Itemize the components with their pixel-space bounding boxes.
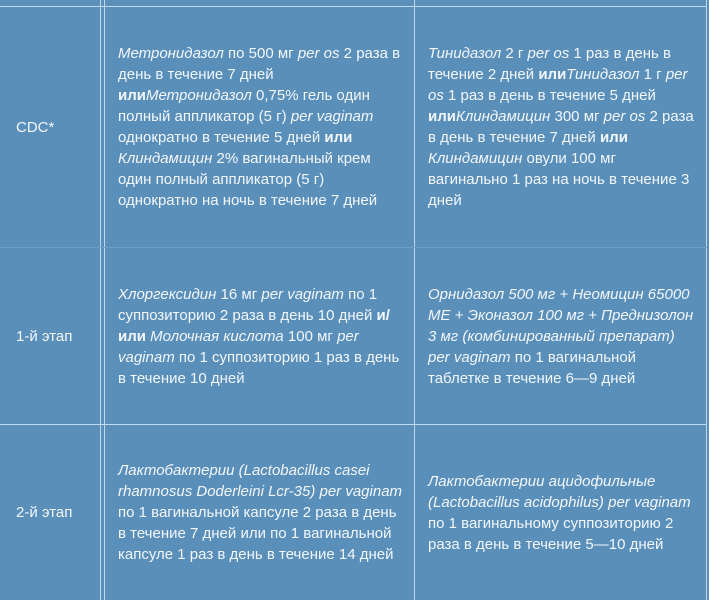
drug-name-text: per os bbox=[603, 108, 646, 125]
conjunction-text: или bbox=[428, 108, 456, 125]
drug-name-text: Метронидазол bbox=[118, 45, 224, 62]
dosage-text: 1 раз в день в течение 5 дней bbox=[443, 87, 656, 104]
cell-row1-col2 bbox=[414, 7, 706, 247]
drug-name-text: Хлоргексидин bbox=[118, 285, 217, 303]
dosage-text: 1 г bbox=[639, 66, 666, 83]
drug-name-text: Тинидазол bbox=[566, 66, 640, 83]
cell-row1-col1 bbox=[104, 7, 414, 247]
drug-name-text: per os bbox=[297, 45, 340, 62]
drug-name-text: Клиндамицин bbox=[455, 108, 551, 125]
cell-text bbox=[118, 284, 404, 389]
drug-name-text: Лактобактерии (Lactobacillus casei rhamnosus Doderleini Lcr-35) per vaginam bbox=[118, 462, 403, 500]
dosage-text: 2 раза в день в течение 7 дней bbox=[428, 108, 694, 146]
cell-row2-col2 bbox=[414, 248, 706, 424]
drug-name-text: Клиндамицин bbox=[118, 150, 213, 167]
cell-row3-col2 bbox=[414, 425, 706, 600]
row-label-stage-2 bbox=[0, 425, 100, 600]
dosage-text: 300 мг bbox=[550, 108, 604, 125]
dosage-text: 0,75% гель один полный аппликатор (5 г) bbox=[118, 87, 370, 125]
cell-row2-col1 bbox=[104, 248, 414, 424]
dosage-text: по 1 суппозиторию 1 раз в день в течение 10 дней bbox=[118, 348, 400, 387]
cell-text bbox=[428, 284, 696, 389]
drug-name-text: per os bbox=[527, 45, 570, 62]
dosage-text: 1 раз в день в течение 2 дней bbox=[428, 45, 671, 83]
dosage-text: по 1 суппозиторию 2 раза в день 10 дней bbox=[118, 285, 378, 324]
dosage-text: 100 мг bbox=[283, 327, 338, 345]
drug-name-text: Орнидазол 500 мг + Неомицин 65000 МЕ + Эконазол 100 мг + Преднизолон 3 мг (комбинированный препарат) per vaginam bbox=[428, 285, 694, 366]
row-label-cdc bbox=[0, 7, 100, 247]
drug-name-text: Метронидазол bbox=[145, 87, 252, 104]
drug-name-text: per vaginam bbox=[290, 108, 374, 125]
cell-text bbox=[428, 43, 696, 211]
dosage-text: 2% вагинальный крем один полный аппликатор (5 г) однократно на ночь в течение 7 дней bbox=[118, 150, 378, 209]
cell-text bbox=[118, 460, 404, 565]
dosage-text: по 500 мг bbox=[223, 45, 298, 62]
dosage-text: 2 г bbox=[501, 45, 528, 62]
drug-name-text: Лактобактерии ацидофильные (Lactobacillus acidophilus) per vaginam bbox=[428, 472, 691, 511]
column-border-right bbox=[706, 0, 707, 600]
conjunction-text: или bbox=[324, 129, 353, 146]
drug-name-text: per vaginam bbox=[118, 327, 359, 366]
conjunction-text: или bbox=[118, 87, 146, 104]
conjunction-text: или bbox=[538, 66, 567, 83]
cell-text bbox=[118, 43, 404, 211]
dosage-text: овули 100 мг вагинально 1 раз на ночь в течение 3 дней bbox=[428, 150, 690, 209]
conjunction-text: и/или bbox=[118, 306, 390, 345]
cell-text bbox=[428, 471, 696, 555]
column-border-left-a bbox=[100, 0, 101, 600]
dosage-text: по 1 вагинальному суппозиторию 2 раза в день в течение 5—10 дней bbox=[428, 514, 674, 553]
drug-name-text: Тинидазол bbox=[428, 45, 502, 62]
row-label-stage-1 bbox=[0, 248, 100, 424]
drug-name-text: per vaginam bbox=[261, 285, 344, 303]
drug-name-text: Клиндамицин bbox=[428, 150, 523, 167]
drug-name-text: per os bbox=[428, 66, 688, 104]
dosage-text: 2 раза в день в течение 7 дней bbox=[118, 45, 401, 83]
dosage-text: однократно в течение 5 дней bbox=[118, 129, 325, 146]
row-label-text: 2-й этап bbox=[16, 504, 73, 521]
conjunction-text: или bbox=[599, 129, 628, 146]
row-label-text: CDC* bbox=[16, 118, 55, 136]
row-label-text: 1-й этап bbox=[16, 327, 73, 345]
dosage-text: по 1 вагинальной капсуле 2 раза в день в течение 7 дней или по 1 вагинальной капсуле 1 раз в день в течение 14 дней bbox=[118, 504, 397, 563]
cell-row3-col1 bbox=[104, 425, 414, 600]
dosage-text: 16 мг bbox=[216, 285, 262, 303]
drug-name-text: Молочная кислота bbox=[150, 327, 284, 345]
dosage-text: по 1 вагинальной таблетке в течение 6—9 дней bbox=[428, 348, 637, 387]
